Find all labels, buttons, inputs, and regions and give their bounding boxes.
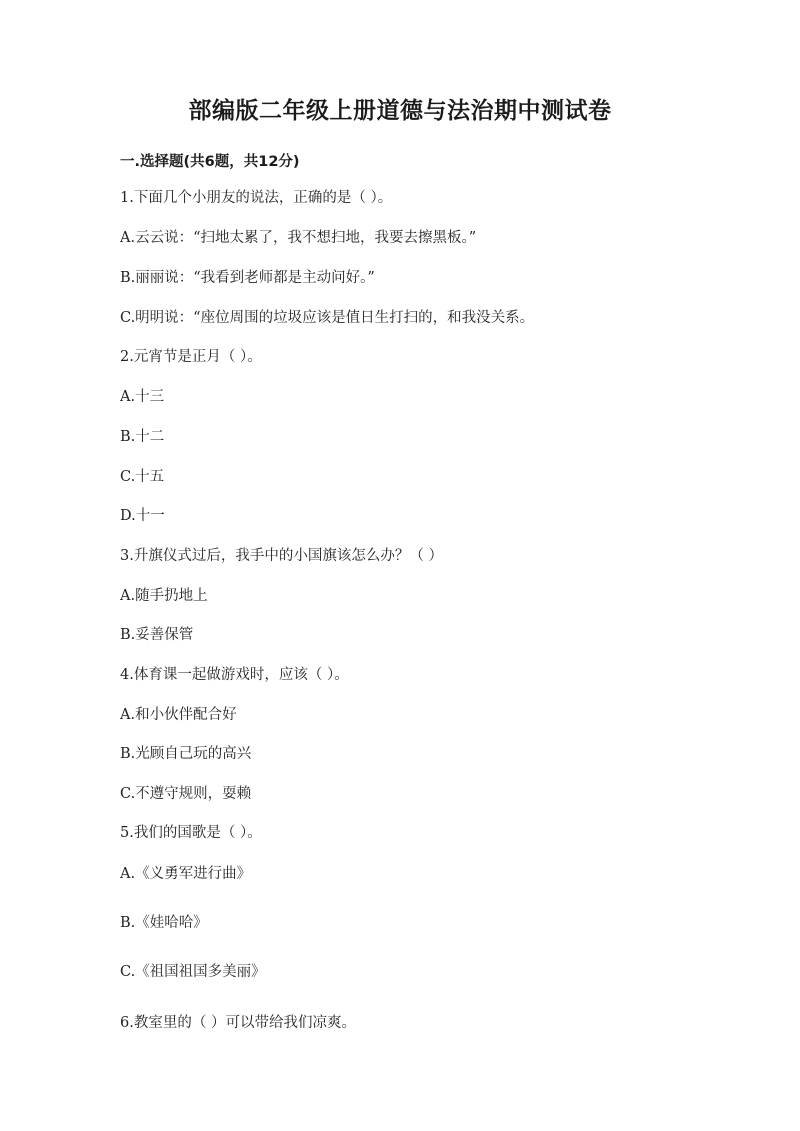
question-4-option-c: C.不遵守规则，耍赖 <box>120 786 252 802</box>
question-2-option-d: D.十一 <box>120 508 165 524</box>
page-title: 部编版二年级上册道德与法治期中测试卷 <box>188 98 612 124</box>
question-stem-1: 1.下面几个小朋友的说法，正确的是（ ）。 <box>120 190 393 206</box>
question-1-option-a: A.云云说：“扫地太累了，我不想扫地，我要去擦黑板。” <box>120 230 477 246</box>
question-1-option-b: B.丽丽说：“我看到老师都是主动问好。” <box>120 270 375 286</box>
question-stem-6: 6.教室里的（ ）可以带给我们凉爽。 <box>120 1015 356 1031</box>
question-4-option-a: A.和小伙伴配合好 <box>120 707 237 723</box>
question-stem-3: 3.升旗仪式过后，我手中的小国旗该怎么办？（ ） <box>120 548 443 564</box>
question-2-option-b: B.十二 <box>120 429 165 445</box>
question-5-option-a: A.《义勇军进行曲》 <box>120 866 252 882</box>
question-stem-2: 2.元宵节是正月（ ）。 <box>120 349 262 365</box>
question-stem-5: 5.我们的国歌是（ ）。 <box>120 825 262 841</box>
question-5-option-c: C.《祖国祖国多美丽》 <box>120 964 266 980</box>
question-4-option-b: B.光顾自己玩的高兴 <box>120 746 252 762</box>
question-2-option-c: C.十五 <box>120 469 165 485</box>
question-stem-4: 4.体育课一起做游戏时，应该（ ）。 <box>120 667 349 683</box>
section-heading: 一.选择题(共6题，共12分) <box>120 154 300 170</box>
question-2-option-a: A.十三 <box>120 389 165 405</box>
question-1-option-c: C.明明说：“座位周围的垃圾应该是值日生打扫的，和我没关系。 <box>120 310 535 326</box>
question-3-option-b: B.妥善保管 <box>120 627 194 643</box>
question-3-option-a: A.随手扔地上 <box>120 588 208 604</box>
question-5-option-b: B.《娃哈哈》 <box>120 915 208 931</box>
